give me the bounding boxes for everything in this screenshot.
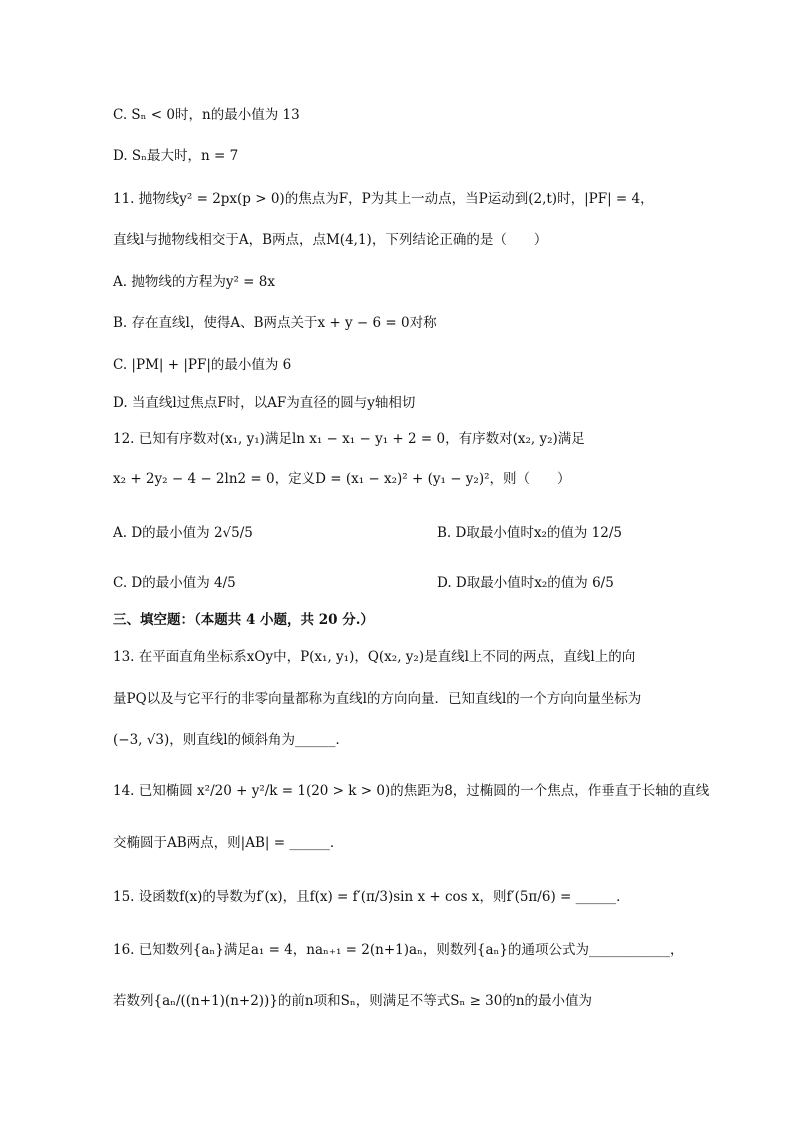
q12-option-d: D. D取最小值时x₂的值为 6/5: [437, 575, 614, 591]
q12-stem-line1: 12. 已知有序数对(x₁, y₁)满足ln x₁ − x₁ − y₁ + 2 = 0，有序数对(x₂, y₂)满足: [113, 431, 585, 447]
q13-stem-line3: (−3, √3)，则直线l的倾斜角为______．: [113, 732, 350, 748]
q12-option-a: A. D的最小值为 2√5/5: [113, 525, 253, 541]
q12-stem-line2: x₂ + 2y₂ − 4 − 2ln2 = 0，定义D = (x₁ − x₂)² + (y₁ − y₂)²，则（ ）: [113, 471, 571, 487]
q13-stem-line1: 13. 在平面直角坐标系xOy中，P(x₁, y₁)，Q(x₂, y₂)是直线l上不同的两点，直线l上的向: [113, 649, 636, 665]
q10-option-c: C. Sₙ < 0时，n的最小值为 13: [113, 107, 300, 123]
q11-stem-line2: 直线l与抛物线相交于A，B两点，点M(4,1)，下列结论正确的是（ ）: [113, 232, 548, 248]
q15-stem: 15. 设函数f(x)的导数为f′(x)，且f(x) = f′(π/3)sin x + cos x，则f′(5π/6) = ______．: [113, 889, 630, 905]
q11-option-b: B. 存在直线l，使得A、B两点关于x + y − 6 = 0对称: [113, 315, 437, 331]
q11-option-a: A. 抛物线的方程为y² = 8x: [113, 274, 275, 290]
q14-stem-line1: 14. 已知椭圆 x²/20 + y²/k = 1(20 > k > 0)的焦距为8，过椭圆的一个焦点，作垂直于长轴的直线: [113, 783, 710, 799]
q11-option-c: C. |PM| + |PF|的最小值为 6: [113, 357, 292, 373]
q14-stem-line2: 交椭圆于AB两点，则|AB| = ______．: [113, 835, 344, 851]
q12-option-c: C. D的最小值为 4/5: [113, 575, 236, 591]
q11-stem-line1: 11. 抛物线y² = 2px(p > 0)的焦点为F，P为其上一动点，当P运动到(2,t)时，|PF| = 4，: [113, 191, 654, 207]
q12-option-b: B. D取最小值时x₂的值为 12/5: [437, 525, 622, 541]
section-heading-fill-in: 三、填空题：（本题共 4 小题，共 20 分.）: [113, 612, 374, 628]
q11-option-d: D. 当直线l过焦点F时，以AF为直径的圆与y轴相切: [113, 395, 416, 411]
q16-stem-line2: 若数列{aₙ/((n+1)(n+2))}的前n项和Sₙ，则满足不等式Sₙ ≥ 30的n的最小值为: [113, 993, 593, 1009]
q13-stem-line2: 量PQ以及与它平行的非零向量都称为直线l的方向向量．已知直线l的一个方向向量坐标为: [113, 691, 642, 707]
q16-stem-line1: 16. 已知数列{aₙ}满足a₁ = 4，naₙ₊₁ = 2(n+1)aₙ，则数列{aₙ}的通项公式为____________，: [113, 942, 684, 958]
q10-option-d: D. Sₙ最大时，n = 7: [113, 148, 239, 164]
